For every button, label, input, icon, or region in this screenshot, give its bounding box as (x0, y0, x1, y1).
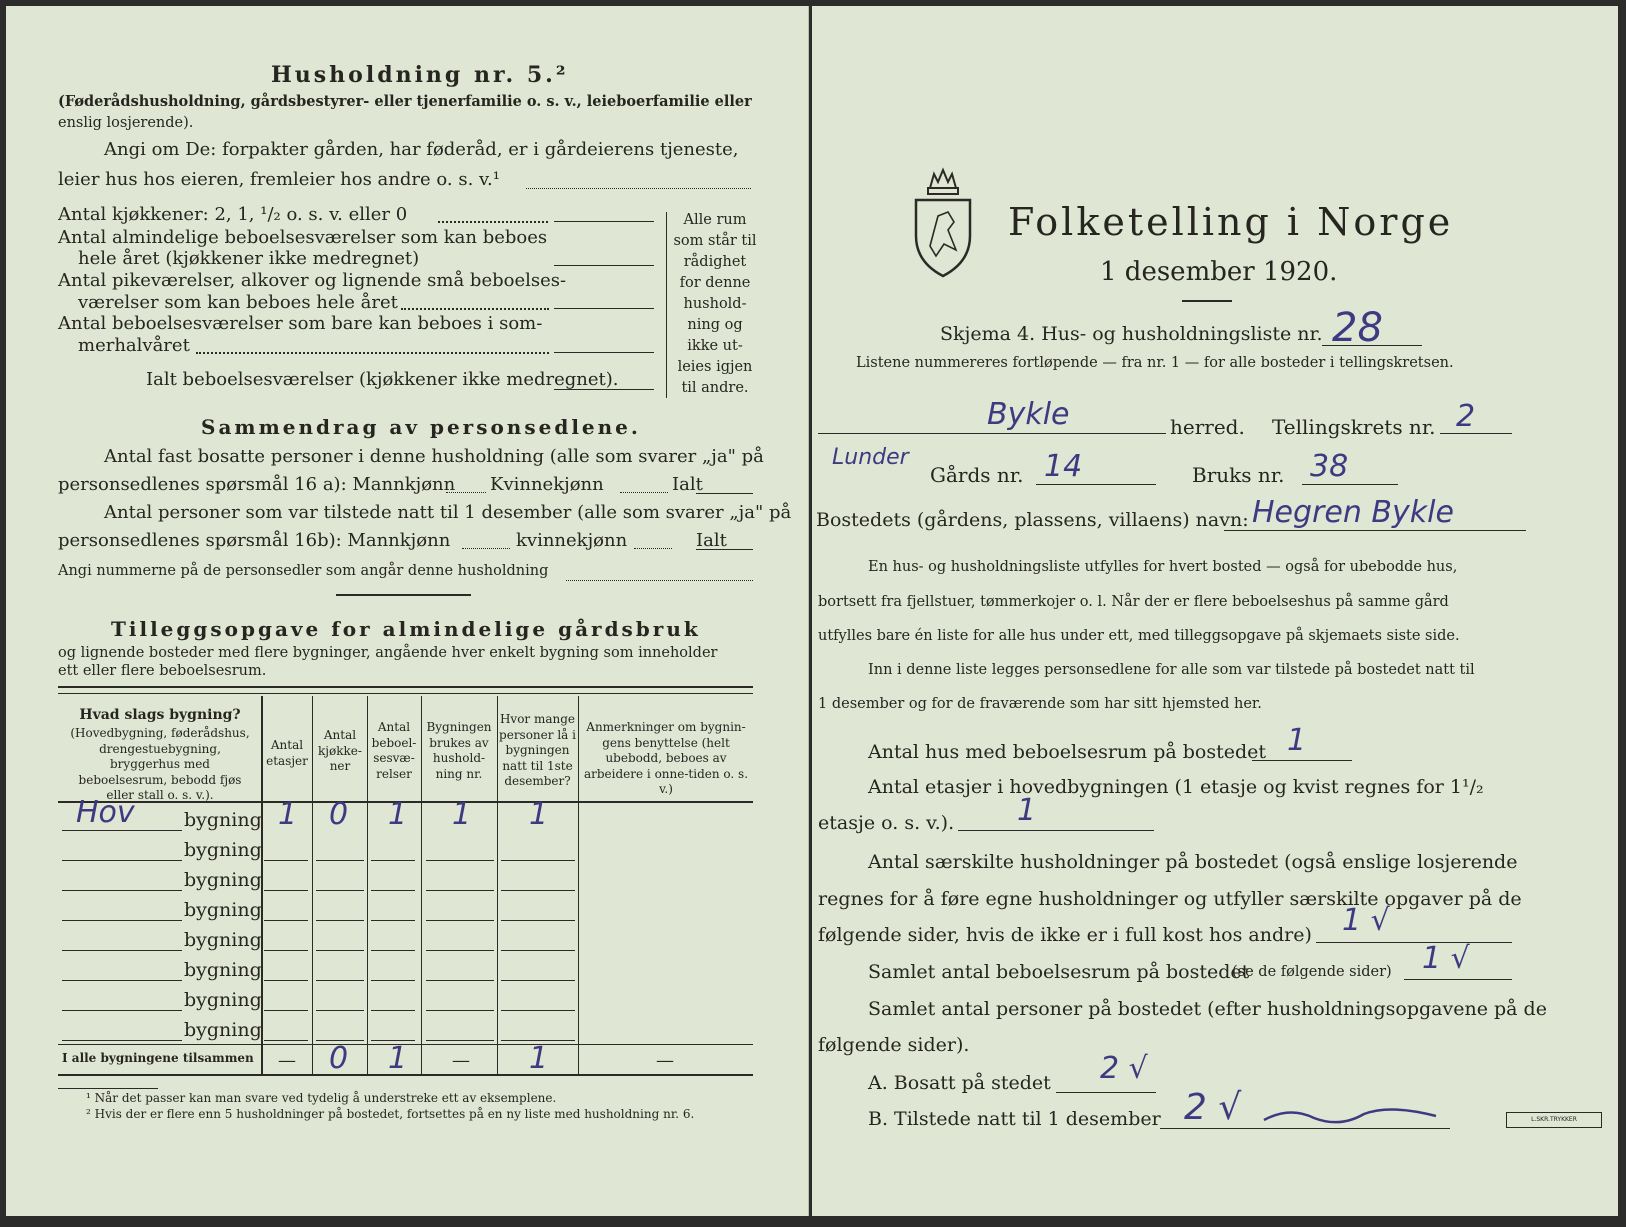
tellingskrets-line (1440, 433, 1512, 434)
row-cell-line (264, 950, 308, 951)
a-rooms: 1 √ (1422, 941, 1470, 976)
a-present: 2 √ (1184, 1087, 1242, 1128)
footnote-2: ² Hvis der er flere enn 5 husholdninger på bostedet, fortsettes på en ny liste med husholdning nr. 6. (86, 1107, 695, 1121)
total-persons: 1 (529, 1041, 549, 1076)
angi-line-1: Angi om De: forpakter gården, har føderåd, er i gårdeierens tjeneste, (104, 139, 739, 160)
rooms-fill-2 (554, 265, 654, 266)
bosted-label: Bostedets (gårdens, plassens, villaens) navn: (816, 509, 1249, 531)
q-resident: A. Bosatt på stedet (868, 1072, 1051, 1094)
row-cell-line (264, 1010, 308, 1011)
summary-title: Sammendrag av personsedlene. (201, 415, 641, 439)
row-value: 1 (529, 797, 549, 832)
row-value: 1 (452, 797, 472, 832)
row-cell-line (501, 980, 575, 981)
a-resident-line (1056, 1092, 1156, 1093)
a-households: 1 √ (1342, 903, 1390, 938)
a-floors-line (958, 830, 1154, 831)
left-page (6, 6, 809, 1216)
rooms-ordinary-1: Antal almindelige beboelsesværelser som kan beboes (58, 227, 548, 248)
summary-fill-m1 (446, 492, 486, 493)
row-cell-line (264, 860, 308, 861)
rooms-fill-1 (554, 221, 654, 222)
row-building-label: bygning (184, 809, 262, 831)
row-fill-line (62, 950, 182, 951)
th-rooms: Antal beboel-sesvæ-relser (371, 720, 417, 781)
row-cell-line (264, 980, 308, 981)
rooms-fill-total (554, 389, 654, 390)
total-kitchens: 0 (329, 1041, 349, 1076)
bruks-line (1302, 484, 1398, 485)
a-households-line (1316, 942, 1512, 943)
q-persons-1: Samlet antal personer på bostedet (efter husholdningsopgavene på de (868, 998, 1547, 1020)
summary-line-4b: kvinnekjønn (516, 530, 628, 551)
summary-line-2a: personsedlenes spørsmål 16 a): Mannkjønn (58, 474, 456, 495)
th-kitchens: Antal kjøkke-ner (318, 728, 362, 774)
bruks-number: 38 (1310, 449, 1349, 484)
side-note-line: rådighet (683, 254, 747, 270)
summary-divider (336, 594, 471, 596)
side-note-line: ikke ut- (687, 338, 743, 354)
th-building-type: Hvad slags bygning? (79, 707, 241, 723)
census-date: 1 desember 1920. (1100, 257, 1338, 287)
row-cell-line (501, 890, 575, 891)
row-building-label: bygning (184, 959, 262, 981)
row-cell-line (501, 1010, 575, 1011)
margin-note: Lunder (832, 445, 909, 470)
q-households-3: følgende sider, hvis de ikke er i full kost hos andre) (818, 924, 1312, 946)
q-rooms: Samlet antal beboelsesrum på bostedet (868, 961, 1250, 983)
q-rooms-sub: (se de følgende sider) (1232, 964, 1392, 980)
angi-fill-line (526, 188, 751, 189)
coat-of-arms-icon (908, 166, 978, 281)
th-remarks: Anmerkninger om bygnin-gens benyttelse (helt ubebodd, beboes av arbeidere i onne-tiden o. s. v.) (583, 720, 749, 797)
total-used-by: — (452, 1050, 470, 1071)
row-cell-line (501, 920, 575, 921)
row-building-label: bygning (184, 929, 262, 951)
row-cell-line (371, 980, 415, 981)
a-present-line (1160, 1128, 1450, 1129)
row-cell-line (316, 980, 364, 981)
row-cell-line (426, 980, 494, 981)
q-households-1: Antal særskilte husholdninger på bostedet (også enslige losjerende (868, 851, 1518, 873)
rooms-dots-4 (196, 352, 549, 354)
tillegg-title: Tilleggsopgave for almindelige gårdsbruk (111, 617, 701, 641)
side-note-line: leies igjen (677, 359, 753, 375)
row-cell-line (371, 920, 415, 921)
tellingskrets-number: 2 (1456, 399, 1476, 434)
th-building-type-sub: (Hovedbygning, føderådshus, drengestuebygning, bryggerhus med beboelsesrum, bebodd fjøs eller stall o. s. v.). (70, 726, 250, 803)
rooms-small-2: værelser som kan beboes hele året (78, 292, 398, 313)
row-cell-line (371, 860, 415, 861)
row-building-label: bygning (184, 899, 262, 921)
rooms-fill-3 (554, 308, 654, 309)
household-title: Husholdning nr. 5.² (271, 62, 569, 88)
a-floors: 1 (1017, 793, 1037, 828)
strikethrough-scribble-icon (1260, 1102, 1440, 1130)
summary-fill-k2 (634, 548, 672, 549)
row-cell-line (426, 890, 494, 891)
col-line-5 (497, 696, 498, 1074)
row-cell-line (426, 950, 494, 951)
household-intro-2: enslig losjerende). (58, 115, 194, 131)
row-fill-line (62, 1040, 182, 1041)
summary-fill-i1 (696, 493, 753, 494)
col-line-3 (367, 696, 368, 1074)
a-resident: 2 √ (1100, 1051, 1148, 1086)
side-note-line: for denne (679, 275, 751, 291)
brace-line (666, 212, 667, 398)
row-building-label: bygning (184, 1019, 262, 1041)
rooms-fill-4 (554, 352, 654, 353)
side-note-line: Alle rum (683, 212, 747, 228)
info-line-1: En hus- og husholdningsliste utfylles for hvert bosted — også for ubebodde hus, (868, 559, 1458, 575)
rooms-summer-1: Antal beboelsesværelser som bare kan beboes i som- (58, 313, 543, 334)
total-rooms: 1 (388, 1041, 408, 1076)
row-cell-line (371, 890, 415, 891)
bosted-line (1224, 530, 1526, 531)
row-building-label: bygning (184, 869, 262, 891)
summary-line-5: Angi nummerne på de personsedler som angår denne husholdning (58, 563, 549, 579)
q-houses: Antal hus med beboelsesrum på bostedet (868, 741, 1267, 763)
row-fill-line (62, 920, 182, 921)
row-building-label: bygning (184, 989, 262, 1011)
side-note-line: til andre. (681, 380, 749, 396)
herred-name: Bykle (987, 397, 1070, 432)
a-houses-line (1252, 760, 1352, 761)
total-remarks: — (656, 1050, 674, 1071)
row-cell-line (501, 950, 575, 951)
bosted-name: Hegren Bykle (1252, 495, 1454, 530)
summary-fill-m2 (462, 548, 510, 549)
printer-stamp: L.SKR.TRYKKER (1506, 1112, 1602, 1128)
row-fill-line (62, 890, 182, 891)
row-value: 1 (278, 797, 298, 832)
right-page (812, 6, 1618, 1216)
bruks-label: Bruks nr. (1192, 463, 1285, 487)
th-floors: Antal etasjer (266, 738, 308, 768)
info-line-5: 1 desember og for de fraværende som har sitt hjemsted her. (818, 696, 1262, 712)
row-cell-line (426, 920, 494, 921)
row-building-type: Hov (76, 795, 135, 830)
row-fill-line (62, 860, 182, 861)
row-cell-line (501, 860, 575, 861)
side-note-line: ning og (687, 317, 743, 333)
rooms-dots-3 (401, 308, 549, 310)
row-cell-line (371, 950, 415, 951)
total-label: I alle bygningene tilsammen (62, 1051, 254, 1065)
col-line-2 (312, 696, 313, 1074)
row-cell-line (264, 920, 308, 921)
row-cell-line (316, 1010, 364, 1011)
summary-line-3: Antal personer som var tilstede natt til 1 desember (alle som svarer „ja" på (104, 502, 792, 523)
row-fill-line (62, 1010, 182, 1011)
footnote-rule (58, 1088, 158, 1089)
total-floors: — (278, 1050, 296, 1071)
info-line-3: utfylles bare én liste for alle hus under ett, med tilleggsopgave på skjemaets siste side. (818, 628, 1460, 644)
census-title: Folketelling i Norge (1008, 200, 1454, 244)
q-floors-1: Antal etasjer i hovedbygningen (1 etasje og kvist regnes for 1¹/₂ (868, 776, 1484, 798)
th-used-by: Bygningen brukes av hushold-ning nr. (426, 720, 492, 781)
side-note (673, 210, 757, 399)
side-note-line: hushold- (683, 296, 747, 312)
rooms-dots-1 (438, 221, 548, 223)
row-cell-line (316, 920, 364, 921)
row-cell-line (371, 1010, 415, 1011)
q-floors-2: etasje o. s. v.). (818, 812, 955, 834)
tellingskrets-label: Tellingskrets nr. (1272, 415, 1436, 439)
summary-line-4c: Ialt (696, 530, 727, 551)
rooms-summer-2: merhalvåret (78, 335, 190, 356)
herred-line (818, 433, 1166, 434)
gards-label: Gårds nr. (930, 463, 1024, 487)
summary-fill-i2 (696, 549, 753, 550)
list-number: 28 (1332, 305, 1383, 351)
rooms-ordinary-2: hele året (kjøkkener ikke medregnet) (78, 248, 420, 269)
summary-fill-5 (566, 580, 753, 581)
row-cell-line (426, 1010, 494, 1011)
skjema-label: Skjema 4. Hus- og husholdningsliste nr. (940, 323, 1323, 345)
tillegg-line-2: ett eller flere beboelsesrum. (58, 663, 267, 679)
row-cell-line (426, 1040, 494, 1041)
angi-line-2: leier hus hos eieren, fremleier hos andre o. s. v.¹ (58, 169, 500, 190)
side-note-line: som står til (673, 233, 757, 249)
row-cell-line (316, 950, 364, 951)
listene-note: Listene nummereres fortløpende — fra nr. 1 — for alle bosteder i tellingskretsen. (856, 355, 1454, 371)
summary-fill-k1 (620, 492, 668, 493)
gards-number: 14 (1044, 449, 1083, 484)
a-houses: 1 (1287, 723, 1307, 758)
herred-label: herred. (1170, 415, 1245, 439)
gards-line (1036, 484, 1156, 485)
summary-line-1: Antal fast bosatte personer i denne husholdning (alle som svarer „ja" på (104, 446, 764, 467)
row-fill-line (62, 830, 182, 831)
summary-line-2c: Ialt (672, 474, 703, 495)
list-number-line (1322, 345, 1422, 346)
summary-line-2b: Kvinnekjønn (490, 474, 604, 495)
a-rooms-line (1404, 979, 1512, 980)
row-cell-line (316, 860, 364, 861)
household-intro-1: (Føderådshusholdning, gårdsbestyrer- eller tjenerfamilie o. s. v., leieboerfamilie eller (58, 93, 752, 110)
table-top-line-2 (58, 693, 753, 694)
footnote-1: ¹ Når det passer kan man svare ved tydelig å understreke ett av eksemplene. (86, 1091, 557, 1105)
summary-line-4a: personsedlenes spørsmål 16b): Mannkjønn (58, 530, 451, 551)
row-cell-line (264, 890, 308, 891)
col-line-6 (578, 696, 579, 1074)
info-line-2: bortsett fra fjellstuer, tømmerkojer o. l. Når der er flere beboelseshus på samme gård (818, 594, 1449, 610)
q-households-2: regnes for å føre egne husholdninger og utfyller særskilte opgaver på de (818, 888, 1522, 910)
q-persons-2: følgende sider). (818, 1034, 970, 1056)
row-cell-line (426, 860, 494, 861)
row-building-label: bygning (184, 839, 262, 861)
info-line-4: Inn i denne liste legges personsedlene for alle som var tilstede på bostedet natt til (868, 662, 1475, 678)
rooms-kitchens: Antal kjøkkener: 2, 1, ¹/₂ o. s. v. eller 0 (58, 204, 408, 225)
q-present: B. Tilstede natt til 1 desember (868, 1108, 1161, 1130)
th-persons: Hvor mange personer lå i bygningen natt til 1ste desember? (499, 712, 576, 789)
row-cell-line (264, 1040, 308, 1041)
rooms-small-1: Antal pikeværelser, alkover og lignende små beboelses- (58, 270, 567, 291)
row-cell-line (316, 890, 364, 891)
table-top-line (58, 686, 753, 688)
title-divider (1182, 300, 1232, 302)
col-line-4 (421, 696, 422, 1074)
rooms-total: Ialt beboelsesværelser (kjøkkener ikke medregnet). (146, 369, 619, 390)
row-value: 1 (388, 797, 408, 832)
row-fill-line (62, 980, 182, 981)
tillegg-line-1: og lignende bosteder med flere bygninger, angående hver enkelt bygning som inneholder (58, 645, 718, 661)
row-value: 0 (329, 797, 349, 832)
